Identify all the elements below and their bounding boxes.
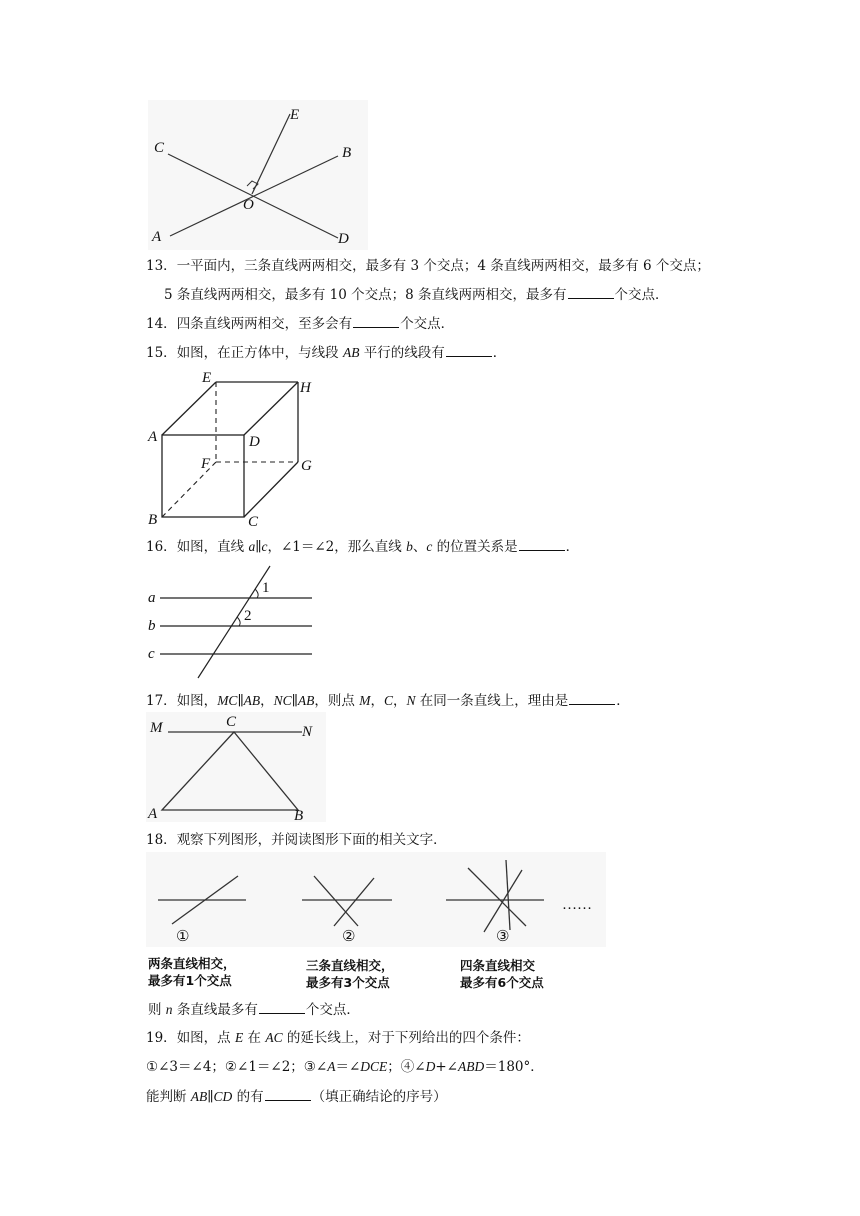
pattern-2-mark: ② [342,927,356,945]
answer-blank[interactable] [519,536,565,551]
label-g: G [301,458,312,474]
answer-blank[interactable] [265,1086,311,1101]
figure-intersecting-lines [148,100,368,250]
answer-blank[interactable] [353,313,399,328]
ellipsis: …… [562,897,592,913]
label-b: B [294,808,304,822]
label-a: A [148,429,158,445]
answer-blank[interactable] [259,999,305,1014]
question-16: 16．如图，直线 a∥c，∠1＝∠2，那么直线 b、c 的位置关系是 ． [146,536,579,557]
figure-parallel-lines [146,562,326,680]
figure-cube [146,368,326,530]
question-number: 17． [146,693,177,709]
label-angle-1: 1 [262,580,270,596]
label-b: B [148,512,158,528]
label-c: c [148,646,155,662]
label-n: N [302,724,313,740]
question-number: 18． [146,832,177,848]
question-14: 14．四条直线两两相交，至多会有 个交点． [146,313,454,334]
label-m: M [150,720,163,736]
label-d: D [338,231,349,247]
angle-1-arc [255,589,258,598]
question-19-line-1: 19．如图，点 E 在 AC 的延长线上，对于下列给出的四个条件： [146,1030,530,1046]
question-15: 15．如图，在正方体中，与线段 AB 平行的线段有 ． [146,342,506,363]
label-c: C [248,514,259,530]
label-d: D [249,434,260,450]
figure-triangle [146,712,326,822]
angle-2-arc [237,617,240,626]
label-c: C [154,140,165,156]
answer-blank[interactable] [568,284,614,299]
question-19-prompt: 能判断 AB∥CD 的有 （填正确结论的序号） [146,1086,447,1107]
label-b: B [342,145,352,161]
question-17: 17．如图，MC∥AB，NC∥AB，则点 M，C，N 在同一条直线上，理由是 ． [146,690,630,711]
figure-line-patterns [146,852,606,947]
pattern-2-caption: 三条直线相交， 最多有3个交点 [306,958,394,990]
label-h: H [300,380,311,396]
question-number: 13． [146,258,177,274]
answer-blank[interactable] [446,342,492,357]
question-number: 14． [146,316,177,332]
label-f: F [201,456,211,472]
label-c: C [226,714,237,730]
label-e: E [202,370,212,386]
pattern-3-mark: ③ [496,927,510,945]
label-o: O [243,197,254,213]
label-a: a [148,590,156,606]
question-13-line-2: 5 条直线两两相交，最多有 10 个交点；8 条直线两两相交，最多有 个交点． [164,284,669,305]
label-angle-2: 2 [244,608,252,624]
pattern-1-caption: 两条直线相交， 最多有1个交点 [148,956,236,988]
question-19-conditions: ①∠3＝∠4；②∠1＝∠2；③∠A＝∠DCE；④∠D+∠ABD＝180°． [146,1059,544,1075]
label-b: b [148,618,156,634]
transversal [198,566,270,678]
question-18: 18．观察下列图形，并阅读图形下面的相关文字． [146,832,447,848]
question-13-line-1: 13．一平面内，三条直线两两相交，最多有 3 个交点；4 条直线两两相交，最多有 6 个交点； [146,258,710,274]
label-e: E [290,107,300,123]
label-a: A [152,229,162,245]
label-a: A [148,806,158,822]
pattern-3-caption: 四条直线相交 最多有6个交点 [460,958,544,990]
answer-blank[interactable] [569,690,615,705]
question-18-tail: 则 n 条直线最多有 个交点． [148,999,360,1020]
pattern-1-mark: ① [176,927,190,945]
question-number: 16． [146,539,177,555]
question-number: 15． [146,345,177,361]
question-number: 19． [146,1030,177,1046]
